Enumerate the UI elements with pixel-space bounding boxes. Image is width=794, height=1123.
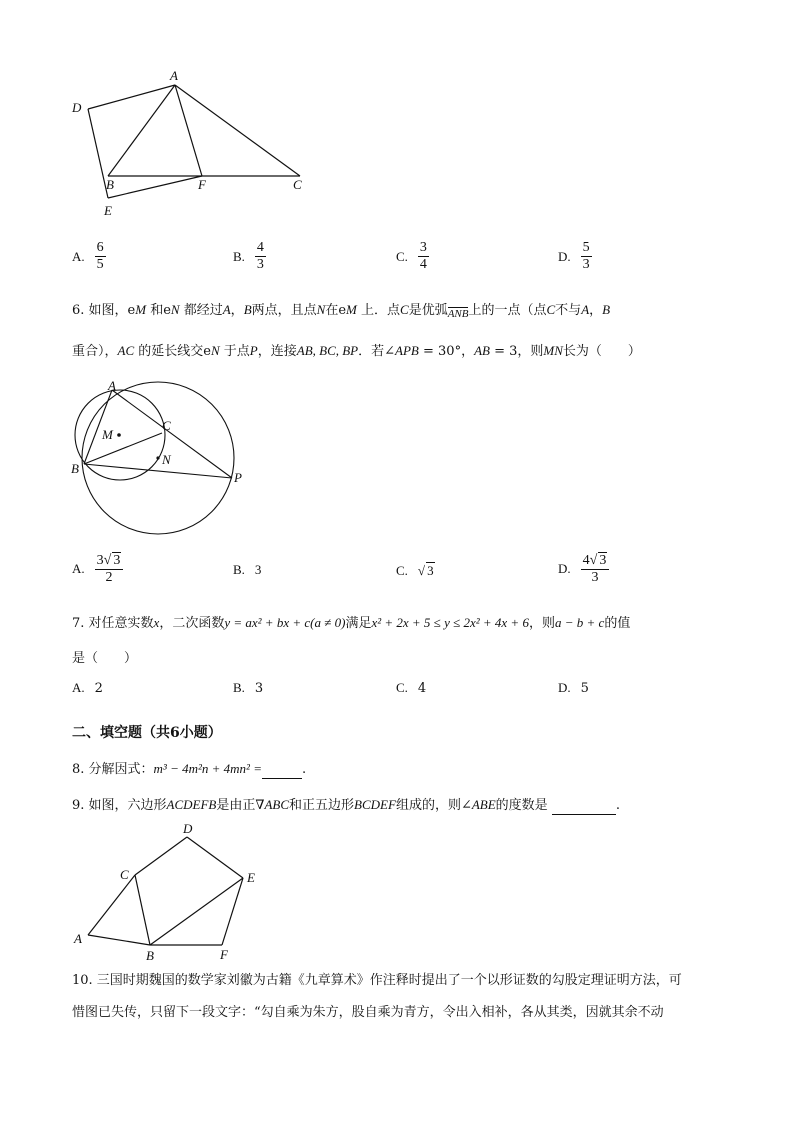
point-m bbox=[117, 433, 121, 437]
label-p: P bbox=[234, 470, 242, 485]
segment-ef bbox=[222, 878, 243, 945]
option-value: 3 bbox=[254, 562, 262, 577]
label-d: D bbox=[72, 100, 82, 115]
numerator: 4 bbox=[256, 240, 264, 255]
q10-line1: 10. 三国时期魏国的数学家刘徽为古籍《九章算术》作注释时提出了一个以形证数的勾股定理证明方法，可 bbox=[72, 973, 682, 988]
segment-ef bbox=[108, 176, 202, 198]
label-c: C bbox=[120, 867, 129, 882]
label-e: E bbox=[104, 203, 112, 218]
point-n bbox=[156, 456, 159, 459]
q6-option-c[interactable] bbox=[396, 562, 435, 579]
sqrt-value: √ 3 bbox=[417, 563, 434, 578]
q10-line2: 惜图已失传，只留下一段文字：“勾自乘为朱方，股自乘为青方，令出入相补，各从其类，因就其余不动 bbox=[72, 1005, 664, 1020]
option-value: 5 bbox=[580, 680, 589, 696]
q6-option-d[interactable] bbox=[558, 552, 609, 586]
segment-ba bbox=[88, 935, 150, 945]
q5-option-c[interactable] bbox=[396, 240, 429, 273]
q6-line2: 重合），AC 的延长线交eN 于点P，连接AB, BC, BP．若∠APB = 30°，AB = 3，则MN长为（ ） bbox=[72, 343, 641, 359]
option-letter: D. bbox=[558, 680, 571, 695]
section-heading: 二、填空题（共6小题） bbox=[72, 725, 222, 741]
label-a: A bbox=[108, 378, 116, 393]
label-a: A bbox=[170, 68, 178, 83]
option-letter: A. bbox=[72, 248, 85, 264]
answer-blank[interactable] bbox=[262, 764, 302, 779]
segment-ab bbox=[108, 85, 175, 176]
option-letter: C. bbox=[396, 562, 408, 578]
fraction bbox=[255, 240, 266, 273]
option-letter: A. bbox=[72, 680, 85, 695]
numerator: 6 bbox=[96, 240, 104, 255]
segment-de bbox=[187, 837, 243, 878]
answer-blank[interactable] bbox=[552, 800, 616, 815]
label-a: A bbox=[74, 931, 82, 946]
numerator: 5 bbox=[582, 240, 590, 255]
fraction bbox=[581, 240, 592, 273]
segment-da bbox=[88, 85, 175, 109]
q5-option-d[interactable] bbox=[558, 240, 592, 273]
denominator: 3 bbox=[582, 257, 590, 272]
label-c: C bbox=[293, 177, 302, 192]
label-b: B bbox=[146, 948, 154, 963]
numerator: 3 bbox=[419, 240, 427, 255]
option-value: 2 bbox=[94, 680, 103, 696]
q7-option-d[interactable] bbox=[558, 680, 589, 696]
label-m: M bbox=[102, 427, 113, 442]
numerator: 3√ 3 bbox=[95, 552, 124, 570]
option-value: 3 bbox=[254, 680, 264, 696]
q6-option-a[interactable] bbox=[72, 552, 123, 586]
q5-option-b[interactable] bbox=[233, 240, 266, 273]
option-letter: B. bbox=[233, 562, 245, 577]
denominator: 3 bbox=[591, 570, 599, 585]
q7-line2: 是（ ） bbox=[72, 651, 138, 666]
option-letter: D. bbox=[558, 248, 571, 264]
denominator: 4 bbox=[419, 257, 427, 272]
q6-line1: 6. 如图，eM 和eN 都经过A，B两点，且点N在eM 上．点C是优弧$_{ANB}$上的一点（点C不与A，B bbox=[72, 302, 611, 320]
fraction bbox=[95, 240, 106, 273]
denominator: 2 bbox=[105, 570, 113, 585]
numerator: 4√ 3 bbox=[581, 552, 610, 570]
segment-bc bbox=[84, 433, 162, 464]
option-letter: B. bbox=[233, 248, 245, 264]
option-letter: D. bbox=[558, 561, 571, 576]
two-circles-figure bbox=[62, 375, 262, 540]
segment-ac bbox=[175, 85, 300, 176]
label-c: C bbox=[162, 418, 171, 433]
q7-option-a[interactable] bbox=[72, 680, 103, 696]
label-f: F bbox=[198, 177, 206, 192]
q8: 8. 分解因式：m³ − 4m²n + 4mn² = . bbox=[72, 761, 307, 777]
label-d: D bbox=[183, 821, 193, 836]
segment-ac bbox=[88, 875, 135, 935]
option-letter: C. bbox=[396, 680, 408, 695]
q7-option-b[interactable] bbox=[233, 680, 263, 696]
segment-de bbox=[88, 109, 108, 198]
segment-ap bbox=[112, 390, 232, 478]
option-letter: B. bbox=[233, 680, 245, 695]
segment-be bbox=[150, 878, 243, 945]
label-e: E bbox=[247, 870, 255, 885]
q6-option-b[interactable] bbox=[233, 562, 261, 578]
fraction bbox=[95, 552, 124, 586]
fraction bbox=[581, 552, 610, 586]
option-letter: A. bbox=[72, 561, 85, 576]
hexagon-figure bbox=[62, 820, 272, 968]
segment-cb bbox=[135, 875, 150, 945]
label-b: B bbox=[71, 461, 79, 476]
q5-option-a[interactable] bbox=[72, 240, 106, 273]
label-n: N bbox=[162, 452, 171, 467]
denominator: 5 bbox=[96, 257, 104, 272]
q7-option-c[interactable] bbox=[396, 680, 426, 696]
q9: 9. 如图，六边形ACDEFB是由正∇ABC和正五边形BCDEF组成的，则∠ABE的度数是 . bbox=[72, 797, 620, 813]
q7-line1: 7. 对任意实数x，二次函数y = ax² + bx + c(a ≠ 0)满足x² + 2x + 5 ≤ y ≤ 2x² + 4x + 6，则a − b + c的值 bbox=[72, 615, 631, 631]
denominator: 3 bbox=[256, 257, 264, 272]
option-letter: C. bbox=[396, 248, 408, 264]
segment-af bbox=[175, 85, 202, 176]
arc-notation: ANB bbox=[447, 308, 469, 320]
quadrilateral-triangle-figure bbox=[60, 60, 320, 230]
fraction bbox=[418, 240, 429, 273]
label-f: F bbox=[220, 947, 228, 962]
segment-cd bbox=[135, 837, 187, 875]
label-b: B bbox=[106, 177, 114, 192]
option-value: 4 bbox=[417, 680, 427, 696]
segment-bp bbox=[84, 464, 232, 478]
